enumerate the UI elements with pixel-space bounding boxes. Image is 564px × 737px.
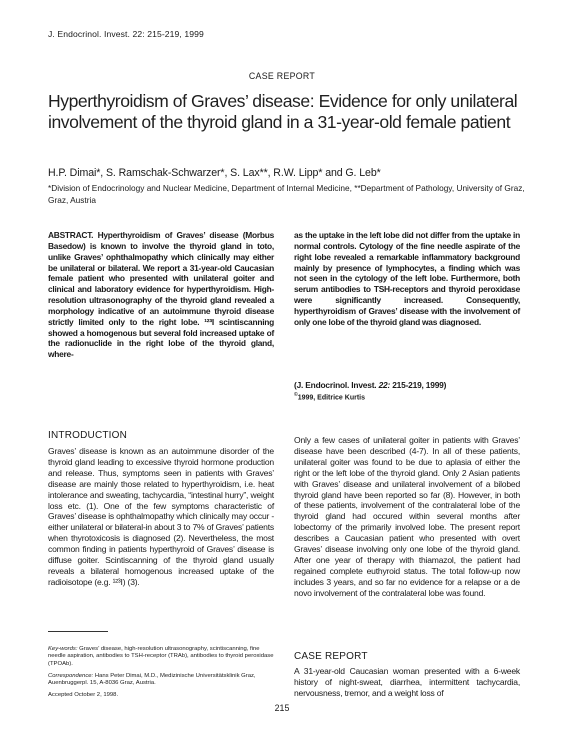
keywords-label: Key-words: bbox=[48, 646, 78, 652]
keywords-footnote bbox=[48, 646, 276, 668]
abstract-citation bbox=[294, 380, 446, 390]
citation-suffix: 215-219, 1999) bbox=[392, 380, 447, 390]
introduction-text: Graves’ disease is known as an autoimmune disorder of the thyroid gland leading to excessive thyroid hormone production and release. Thus, symptoms seen in patients with Graves’ disease are mainly those related to hyperthyroidism, i.e. heat intolerance and sweating, tachycardia, “intestinal hurry”, weight loss etc. (1). One of the few symptoms characteristic of Graves’ disease is ophthalmopathy which clinically may occur - either unilateral or bilateral-in about 3 to 7% of Graves’ patients when thyrotoxicosis is diagnosed (2). Nevertheless, the most common finding in patients hyperthyroid of Graves’ disease is diffuse goiter. Scintiscanning of the thyroid gland usually reveals a bilateral homogenous increased uptake of the radioisotope (e.g. ¹²³I) (3). bbox=[48, 446, 274, 587]
abstract-text-right: as the uptake in the left lobe did not differ from the uptake in normal controls. Cytology of the fine needle aspirate of the right lobe revealed a remarkable inflammatory background mainly by presence of lymphocytes, a finding which was not seen in the cytology of the left lobe. Furthermore, both serum antibodies to TSH-receptors and thyroid peroxidase were significantly increased. Consequently, hyperthyroidism of Graves’ disease with the involvement of only one lobe of the thyroid gland was diagnosed. bbox=[294, 230, 520, 327]
citation-volume: 22: bbox=[378, 380, 391, 390]
correspondence-text: Hans Peter Dimai, M.D., Medizinische Universitätsklinik Graz, Auenbruggerpl. 15, A-8036 Graz, Austria. bbox=[48, 672, 256, 687]
copyright-mark: © bbox=[294, 392, 298, 398]
correspondence-footnote bbox=[48, 673, 276, 688]
footnote-divider bbox=[48, 631, 108, 632]
citation-prefix: (J. Endocrinol. Invest. bbox=[294, 380, 377, 390]
copyright-text: 1999, Editrice Kurtis bbox=[297, 394, 365, 402]
journal-reference: J. Endocrinol. Invest. 22: 215-219, 1999 bbox=[48, 29, 204, 39]
footnotes bbox=[48, 646, 276, 705]
article-title: Hyperthyroidism of Graves’ disease: Evidence for only unilateral involvement of the thyroid gland in a 31-year-old female patient bbox=[48, 91, 518, 132]
abstract-text-left: Hyperthyroidism of Graves’ disease (Morbus Basedow) is known to involve the thyroid gland in toto, unlike Graves’ ophthalmopathy which clinically may either be unilateral or bilateral. We report a 31-year-old Caucasian female patient who presented with unilateral goiter and clinical and laboratory evidence for hyperthyroidism. High-resolution ultrasonography of the thyroid gland revealed a morphology indicative of an autoimmune thyroid disease strictly limited only to the right lobe. ¹²³I scintiscanning showed a homogenous but several fold increased uptake of the radionuclide in the right lobe of the thyroid gland, where- bbox=[48, 230, 274, 360]
copyright-line bbox=[294, 392, 365, 401]
keywords-text: Graves’ disease, high-resolution ultrasonography, scintiscanning, fine needle aspiration, antibodies to TSH-receptor (TRAb), antibodies to thyroid peroxidase (TPOAb). bbox=[48, 646, 274, 667]
correspondence-label: Correspondence: bbox=[48, 672, 94, 679]
introduction-continued-text: Only a few cases of unilateral goiter in patients with Graves’ disease have been described (4-7). In all of these patients, unilateral goiter was found to be due to aplasia of either the right or the left lobe of the thyroid gland. Only 2 Asian patients with Graves’ disease and unilateral involvement of a bilobed thyroid gland have been reported so far (8). However, in both of these patients, involvement of the contralateral lobe of the thyroid gland had occured within several months after lobectomy of the primarily involved lobe. The present report describes a Caucasian patient who presented with overt Graves’ disease involving only one lobe of the thyroid gland. After one year of therapy with thiamazol, the patient had regained complete euthyroid status. The total follow-up now includes 3 years, and so far no evidence for a relapse or a de novo involvement of the contralateral lobe was found. bbox=[294, 435, 520, 598]
case-report-heading: CASE REPORT bbox=[294, 651, 368, 662]
page-number: 215 bbox=[274, 703, 290, 713]
case-report-text: A 31-year-old Caucasian woman presented with a 6-week history of night-sweat, diarrhea, intermittent tachycardia, nervousness, tremor, and a weight loss of bbox=[294, 666, 520, 698]
introduction-heading: INTRODUCTION bbox=[48, 430, 128, 441]
author-list: H.P. Dimai*, S. Ramschak-Schwarzer*, S. Lax**, R.W. Lipp* and G. Leb* bbox=[48, 167, 381, 179]
abstract-left-column bbox=[48, 230, 274, 360]
accepted-date: Accepted October 2, 1998. bbox=[48, 692, 119, 699]
section-label: CASE REPORT bbox=[248, 71, 316, 81]
abstract-label: ABSTRACT. bbox=[48, 230, 94, 240]
author-affiliation: *Division of Endocrinology and Nuclear Medicine, Department of Internal Medicine, **Department of Pathology, University of Graz, Graz, Austria bbox=[48, 183, 525, 205]
